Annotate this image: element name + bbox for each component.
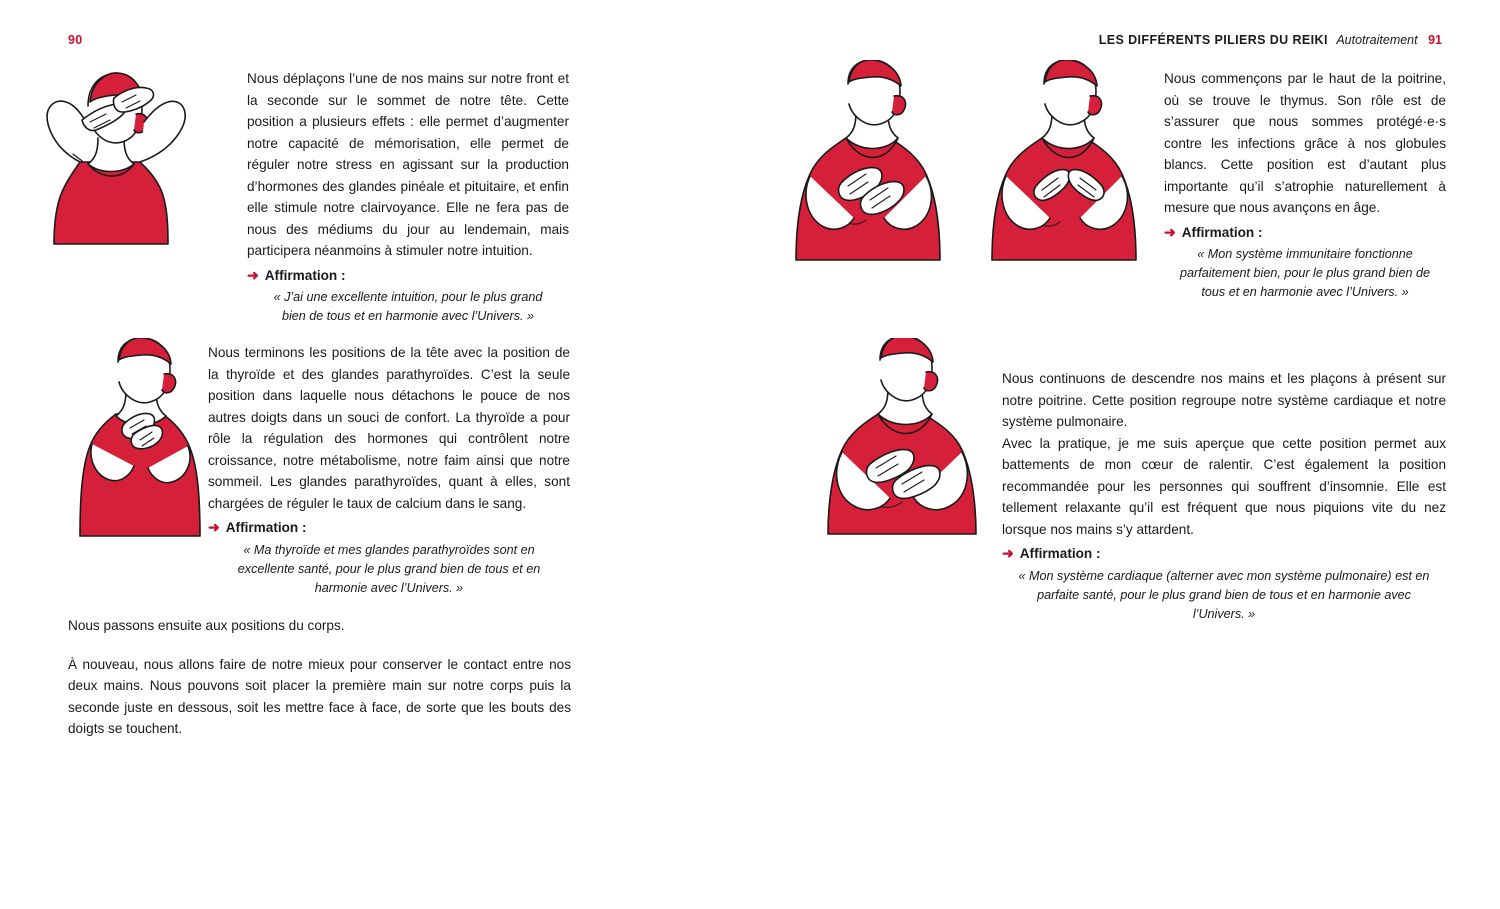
left-block-2-affirmation: [208, 517, 570, 539]
illustration-hands-on-throat-thyroid: [62, 338, 222, 543]
affirmation-label: Affirmation :: [1019, 546, 1101, 561]
right-block-2-body-2: Avec la pratique, je me suis aperçue que cette position permet aux battements de mon cœur de ralentir. C’est également la position recommandée pour les personnes qui souffrent d’insomnie. Elle est tellement relaxante qu’il est fréquent que nous piquions vite du nez lorsque nos mains s’y attardent.: [1002, 435, 1446, 537]
illustration-hands-on-forehead-and-crown: [18, 58, 233, 248]
arrow-icon: ➜: [1164, 223, 1176, 240]
illustration-hands-on-upper-chest-thymus-pair: [780, 60, 1160, 265]
right-text-block-2: [1002, 368, 1446, 624]
arrow-icon: ➜: [247, 266, 259, 283]
right-text-block-1: [1164, 68, 1446, 302]
left-text-block-2: [208, 342, 570, 598]
right-block-2-body: Nous continuons de descendre nos mains et les plaçons à présent sur notre poitrine. Cette position regroupe notre système cardiaque et notre système pulmonaire.: [1002, 371, 1446, 429]
page-number-left: 90: [68, 33, 83, 47]
left-closing-text: [68, 615, 571, 740]
right-block-1-affirmation: [1164, 222, 1446, 244]
arrow-icon: ➜: [1002, 545, 1014, 561]
left-block-1-quote: « J’ai une excellente intuition, pour le plus grand bien de tous et en harmonie avec l’Univers. »: [273, 290, 543, 323]
left-closing-paragraph-1: Nous passons ensuite aux positions du corps.: [68, 618, 345, 633]
running-head-title: LES DIFFÉRENTS PILIERS DU REIKI: [1098, 33, 1328, 47]
affirmation-label: Affirmation :: [1181, 224, 1263, 240]
left-block-1-affirmation: [247, 265, 569, 287]
right-block-2-affirmation: [1002, 543, 1446, 565]
right-block-1-body: Nous commençons par le haut de la poitrine, où se trouve le thymus. Son rôle est de s’assurer que nous sommes protégé·e·s contre les infections grâce à nos globules blancs. Cette position est d’autant plus importante qu’il s’atrophie naturellement à mesure que nous avançons en âge.: [1164, 71, 1446, 215]
left-block-1-body: Nous déplaçons l’une de nos mains sur notre front et la seconde sur le sommet de notre tête. Cette position a plusieurs effets : elle permet d’augmenter notre capacité de mémorisation, elle permet de réguler notre stress en agissant sur la production d’hormones des glandes pinéale et pituitaire, et enfin elle stimule notre clairvoyance. Elle ne fera pas de nous des médiums du jour au lendemain, mais participera néanmoins à stimuler notre intuition.: [247, 71, 569, 258]
affirmation-label: Affirmation :: [264, 267, 346, 283]
left-block-2-body: Nous terminons les positions de la tête avec la position de la thyroïde et des glandes parathyroïdes. C’est la seule position dans laquelle nous détachons le pouce de nos autres doigts dans un souci de confort. La thyroïde a pour rôle la régulation des hormones qui contrôlent notre croissance, notre métabolisme, notre faim ainsi que notre sommeil. Les glandes parathyroïdes, quant à elles, sont chargées de réguler le taux de calcium dans le sang.: [208, 345, 570, 511]
left-closing-paragraph-2: À nouveau, nous allons faire de notre mieux pour conserver le contact entre nos deux mains. Nous pouvons soit placer la première main sur notre corps puis la seconde juste en dessous, soit les mettre face à face, de sorte que les bouts des doigts se touchent.: [68, 656, 571, 736]
left-text-block-1: [247, 68, 569, 326]
illustration-hands-on-chest-heart-lungs: [812, 338, 1002, 538]
arrow-icon: ➜: [208, 519, 220, 535]
left-block-2-quote: « Ma thyroïde et mes glandes parathyroïdes sont en excellente santé, pour le plus grand bien de tous et en harmonie avec l’Univers. »: [237, 542, 541, 595]
page-number-right: 91: [1428, 33, 1442, 47]
affirmation-label: Affirmation :: [225, 520, 307, 535]
running-head-right: [1099, 33, 1442, 47]
running-head-subtitle: Autotraitement: [1336, 33, 1418, 47]
right-page: [750, 0, 1500, 909]
right-block-2-quote: « Mon système cardiaque (alterner avec mon système pulmonaire) est en parfaite santé, pour le plus grand bien de tous et en harmonie avec l’Univers. »: [1018, 568, 1430, 621]
right-block-1-quote: « Mon système immunitaire fonctionne parfaitement bien, pour le plus grand bien de tous et en harmonie avec l’Univers. »: [1180, 247, 1430, 299]
